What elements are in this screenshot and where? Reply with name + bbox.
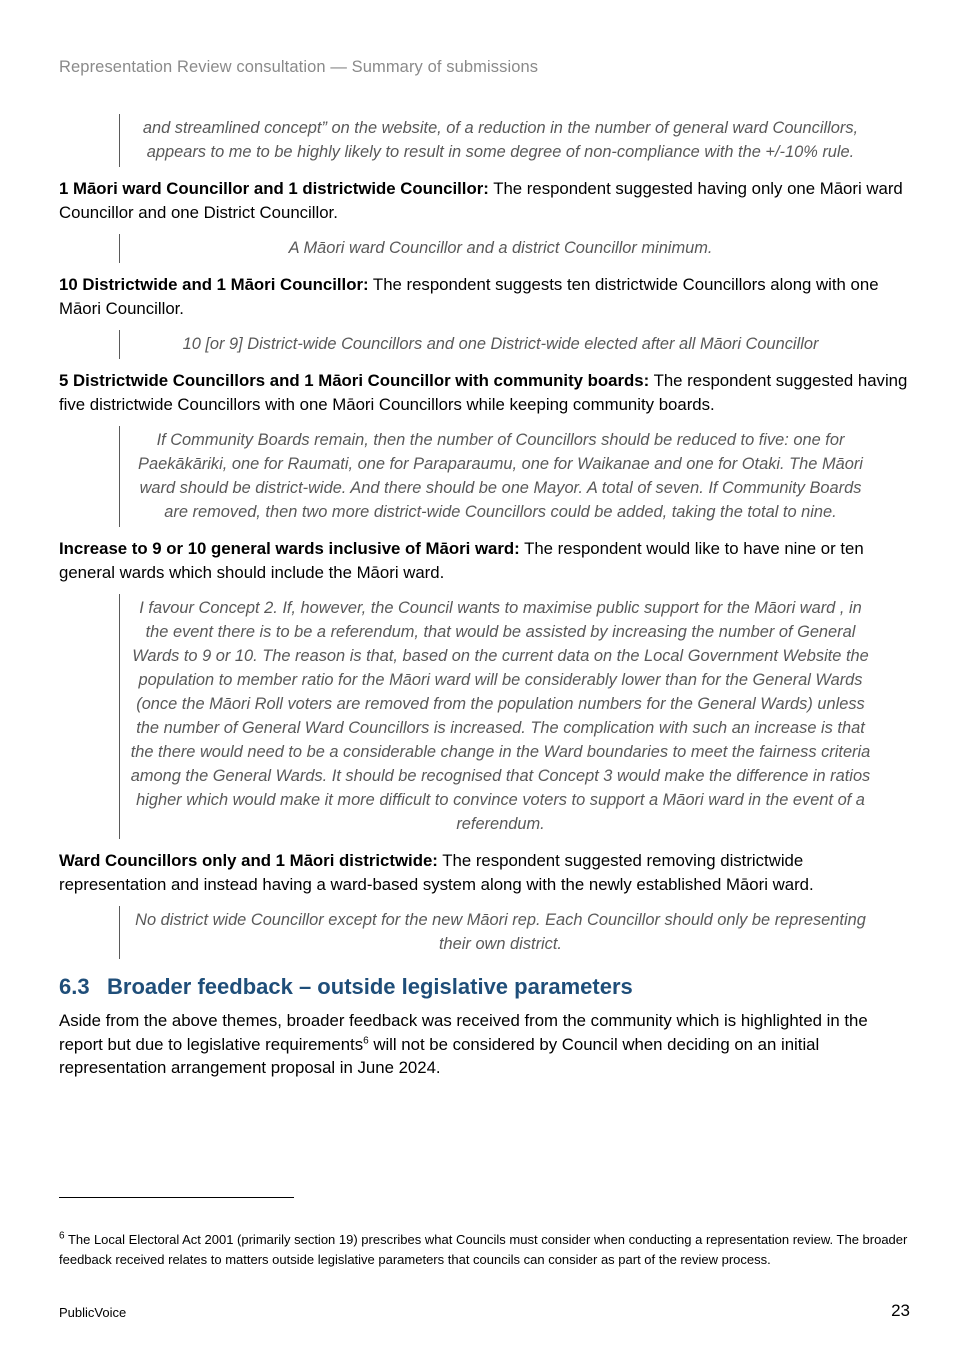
option-description: The respondent suggested having only one Māori ward Councillor and one District Councillor. xyxy=(59,179,903,222)
option-title: Ward Councillors only and 1 Māori districtwide: xyxy=(59,851,438,870)
option-description: The respondent suggested having five districtwide Councillors with one Māori Councillors while keeping community boards. xyxy=(59,371,908,414)
quote-block: 10 [or 9] District-wide Councillors and one District-wide elected after all Māori Councillor xyxy=(119,330,877,359)
section-heading xyxy=(59,973,909,1001)
footer-organisation: PublicVoice xyxy=(59,1305,127,1320)
quote-block: No district wide Councillor except for the new Māori rep. Each Councillor should only be representing their own district. xyxy=(119,906,877,959)
option-paragraph xyxy=(59,177,909,224)
footnote-marker: 6 xyxy=(59,1230,65,1242)
page-content xyxy=(59,114,909,1090)
option-description: The respondent suggested removing districtwide representation and instead having a ward-based system along with the newly established Māori ward. xyxy=(59,851,814,894)
quote-block: and streamlined concept” on the website, of a reduction in the number of general ward Councillors, appears to me to be highly likely to result in some degree of non-compliance with the +/-10% rule. xyxy=(119,114,877,167)
section-title: Broader feedback – outside legislative parameters xyxy=(107,974,633,999)
option-title: 10 Districtwide and 1 Māori Councillor: xyxy=(59,275,369,294)
section-body xyxy=(59,1009,909,1080)
option-title: 1 Māori ward Councillor and 1 districtwide Councillor: xyxy=(59,179,489,198)
option-paragraph xyxy=(59,273,909,320)
footnote-separator xyxy=(59,1197,294,1198)
option-description: The respondent would like to have nine or ten general wards which should include the Māori ward. xyxy=(59,539,864,582)
option-title: Increase to 9 or 10 general wards inclusive of Māori ward: xyxy=(59,539,520,558)
quote-block: I favour Concept 2. If, however, the Council wants to maximise public support for the Māori ward , in the event there is to be a referendum, that would be assisted by increasing the number of General Wards to 9 or 10. The reason is that, based on the current data on the Local Government Website the population to member ratio for the Māori ward will be considerably lower than for the General Wards (once the Māori Roll voters are removed from the population numbers for the General Wards) unless the number of General Ward Councillors is increased. The complication with such an increase is that the there would need to be a considerable change in the Ward boundaries to meet the fairness criteria among the General Wards. It should be recognised that Concept 3 would make the difference in ratios higher which would make it more difficult to convince voters to support a Māori ward in the event of a referendum. xyxy=(119,594,877,839)
footnote-reference[interactable]: 6 xyxy=(363,1034,369,1046)
section-body-text-continued: will not be considered by Council when deciding on an initial representation arrangement proposal in June 2024. xyxy=(59,1034,820,1077)
footnote-text: The Local Electoral Act 2001 (primarily section 19) prescribes what Councils must consider when conducting a representation review. The broader feedback received relates to matters outside legislative parameters that councils can consider as part of the review process. xyxy=(59,1232,908,1267)
option-paragraph xyxy=(59,849,909,896)
option-title: 5 Districtwide Councillors and 1 Māori Councillor with community boards: xyxy=(59,371,650,390)
page-number: 23 xyxy=(891,1301,910,1320)
running-header: Representation Review consultation — Summary of submissions xyxy=(59,58,539,76)
option-description: The respondent suggests ten districtwide Councillors along with one Māori Councillor. xyxy=(59,275,879,318)
option-paragraph xyxy=(59,537,909,584)
quote-block: A Māori ward Councillor and a district Councillor minimum. xyxy=(119,234,877,263)
quote-block: If Community Boards remain, then the number of Councillors should be reduced to five: one for Paekākāriki, one for Raumati, one for Paraparaumu, one for Waikanae and one for Otaki. The Māori ward should be district-wide. And there should be one Mayor. A total of seven. If Community Boards are removed, then two more district-wide Councillors could be added, taking the total to nine. xyxy=(119,426,877,527)
footnote xyxy=(59,1230,911,1270)
section-number: 6.3 xyxy=(59,974,90,999)
option-paragraph xyxy=(59,369,909,416)
section-body-text: Aside from the above themes, broader feedback was received from the community which is highlighted in the report but due to legislative requirements xyxy=(59,1011,868,1054)
